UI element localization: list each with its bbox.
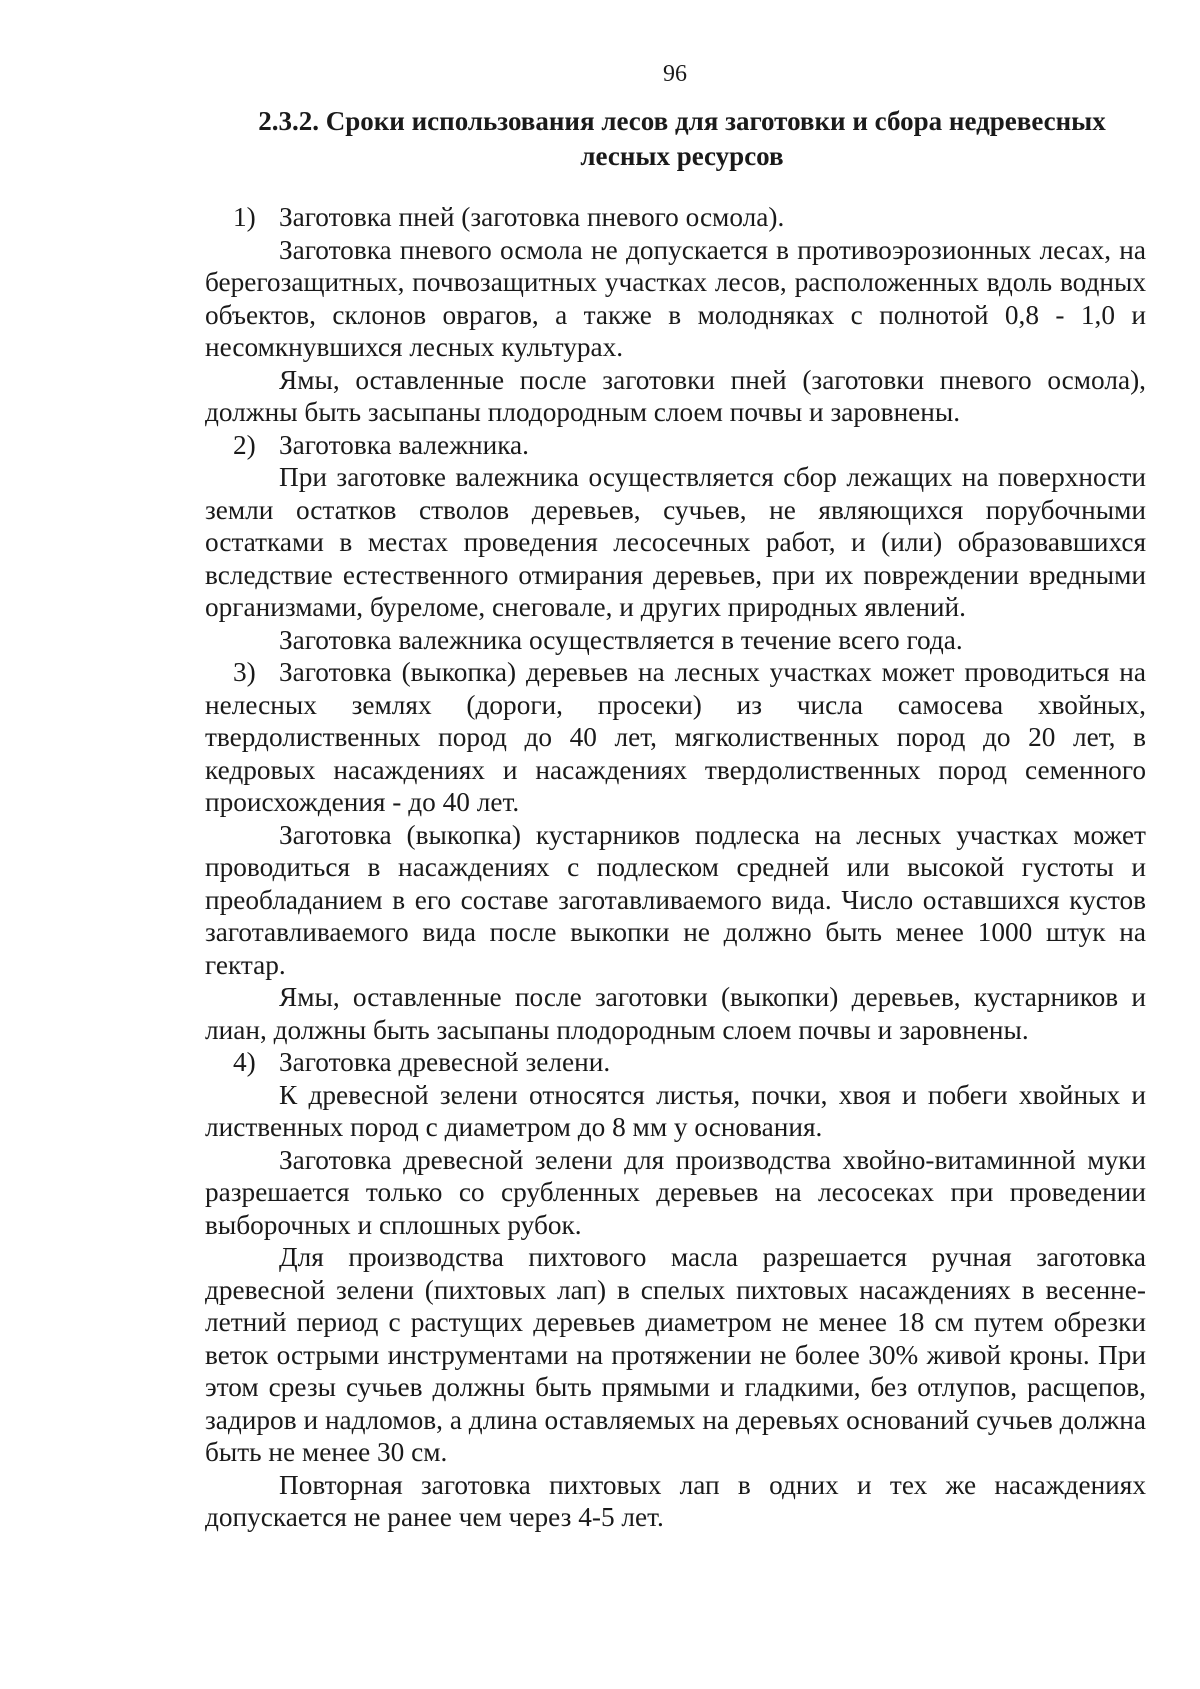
paragraph: При заготовке валежника осуществляется сбор лежащих на поверхности земли остатков стволов деревьев, сучьев, не являющихся порубочными остатками в местах проведения лесосечных работ, и (или) образовавшихся вследствие естественного отмирания деревьев, при их повреждении вредными организмами, буреломе, снеговале, и других природных явлений. <box>205 462 1146 622</box>
list-item-text: Заготовка древесной зелени. <box>279 1047 611 1077</box>
list-item-number: 2) <box>233 429 256 460</box>
list-item-number: 1) <box>233 202 256 232</box>
paragraph: Заготовка пневого осмола не допускается в противоэрозионных лесах, на берегозащитных, почвозащитных участках лесов, расположенных вдоль водных объектов, склонов оврагов, а также в молодняках с полнотой 0,8 - 1,0 и несомкнувшихся лесных культурах. <box>205 234 1146 362</box>
list-item-number: 3) <box>233 657 256 687</box>
list-item-text: Заготовка валежника. <box>279 429 529 460</box>
paragraph: Заготовка древесной зелени для производства хвойно-витаминной муки разрешается только со срубленных деревьев на лесосеках при проведении выборочных и сплошных рубок. <box>205 1144 1146 1240</box>
list-item-text: Заготовка (выкопка) деревьев на лесных участках может проводиться на нелесных землях (дороги, просеки) из числа самосева хвойных, твердолиственных пород до 40 лет, мягколиственных пород до 20 лет, в кедровых насаждениях и насаждениях твердолиственных пород семенного происхождения - до 40 лет. <box>205 657 1146 817</box>
paragraph: Заготовка (выкопка) кустарников подлеска на лесных участках может проводиться в насаждениях с подлеском средней или высокой густоты и преобладанием в его составе заготавливаемого вида. Число оставшихся кустов заготавливаемого вида после выкопки не должно быть менее 1000 штук на гектар. <box>205 819 1146 980</box>
list-item-text: Заготовка пней (заготовка пневого осмола). <box>279 202 785 232</box>
page-number: 96 <box>663 61 687 87</box>
paragraph: К древесной зелени относятся листья, почки, хвоя и побеги хвойных и лиственных пород с диаметром до 8 мм у основания. <box>205 1079 1146 1142</box>
body-text <box>205 201 1146 1534</box>
list-item-3 <box>205 656 1146 819</box>
paragraph: Ямы, оставленные после заготовки (выкопки) деревьев, кустарников и лиан, должны быть засыпаны плодородным слоем почвы и заровнены. <box>205 982 1146 1045</box>
list-item-number: 4) <box>233 1047 256 1077</box>
section-heading <box>202 104 1162 174</box>
list-item-2 <box>205 429 1146 462</box>
paragraph: Для производства пихтового масла разрешается ручная заготовка древесной зелени (пихтовых лап) в спелых пихтовых насаждениях в весенне-летний период с растущих деревьев диаметром не менее 18 см путем обрезки веток острыми инструментами на протяжении не более 30% живой кроны. При этом срезы сучьев должны быть прямыми и гладкими, без отлупов, расщепов, задиров и надломов, а длина оставляемых на деревьях оснований сучьев должна быть не менее 30 см. <box>205 1242 1146 1467</box>
list-item-1 <box>205 201 1146 234</box>
section-heading-line-2: лесных ресурсов <box>580 141 784 171</box>
section-heading-line-1: 2.3.2. Сроки использования лесов для заготовки и сбора недревесных <box>258 106 1106 136</box>
paragraph: Повторная заготовка пихтовых лап в одних и тех же насаждениях допускается не ранее чем через 4-5 лет. <box>205 1469 1146 1532</box>
paragraph: Ямы, оставленные после заготовки пней (заготовки пневого осмола), должны быть засыпаны плодородным слоем почвы и заровнены. <box>205 364 1146 427</box>
paragraph: Заготовка валежника осуществляется в течение всего года. <box>279 624 963 655</box>
list-item-4 <box>205 1046 1146 1079</box>
